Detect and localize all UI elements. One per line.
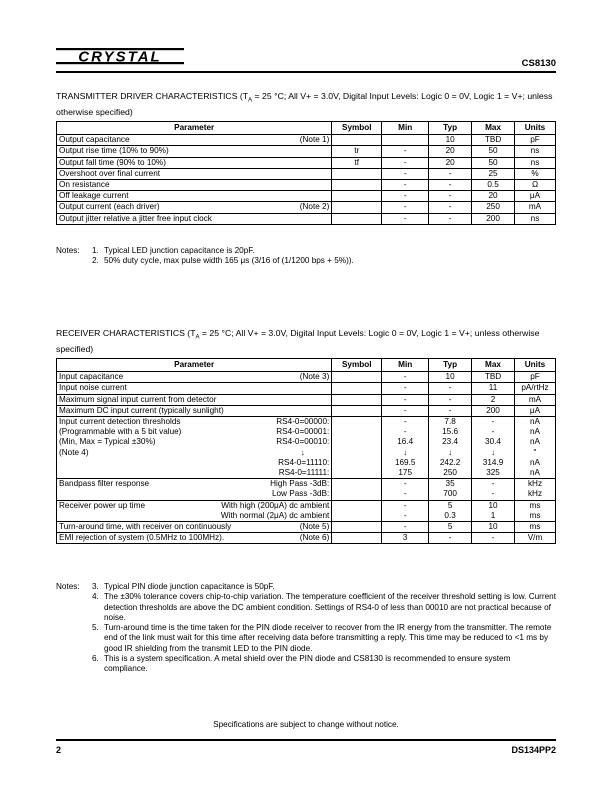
column-header: Units	[515, 122, 556, 135]
units-cell: μA	[515, 191, 556, 202]
typ-cell: -	[429, 191, 472, 202]
document-id: DS134PP2	[511, 745, 556, 755]
note-item: Notes: 3. Typical PIN diode junction capacitance is 50pF.	[56, 582, 275, 591]
note-ref: (Note 6)	[299, 533, 330, 543]
note-ref: (Note 2)	[299, 202, 330, 212]
param-label: Maximum signal input current from detector	[57, 394, 332, 405]
units-cell: ns	[515, 157, 556, 168]
units-cell: Ω	[515, 180, 556, 191]
param-label: On resistance	[59, 180, 110, 190]
units-cell: ns	[515, 146, 556, 157]
min-cell: -	[382, 202, 429, 213]
min-cell: -	[382, 146, 429, 157]
typ-cell: -	[429, 168, 472, 179]
note-item: 5. Turn-around time is the time taken for the PIN diode receiver to recover from the IR energy from the transmitter. The remote end of the link must wait for this time after receiving data before transmitting a reply. This time may be reduced to <1 ms by good IR shielding from the transmit LED to the PIN diode.	[92, 623, 552, 653]
units-cell: pF	[515, 135, 556, 146]
note-item: 6. This is a system specification. A metal shield over the PIN diode and CS8130 is recommended to ensure system compliance.	[92, 654, 511, 674]
receiver-heading: RECEIVER CHARACTERISTICS ($T_A = 25$ °C; All V+ = 3.0V, Digital Input Levels: Logic 0 = 0V, Logic 1 = V+; unless otherwise specified)	[56, 328, 540, 354]
crystal-logo	[56, 46, 184, 66]
table-row	[57, 146, 556, 157]
column-header: Min	[382, 359, 429, 372]
table-row	[57, 202, 556, 213]
transmitter-notes	[56, 246, 556, 267]
units-cell: mA	[515, 202, 556, 213]
column-header: Max	[472, 359, 515, 372]
param-label: Input noise current	[57, 383, 332, 394]
down-arrow-icon: ↓	[300, 447, 305, 457]
part-number: CS8130	[521, 58, 556, 69]
table-row	[57, 135, 556, 146]
max-cell: 50	[472, 146, 515, 157]
param-label: Output capacitance	[59, 135, 130, 145]
max-cell: 25	[472, 168, 515, 179]
column-header: Max	[472, 122, 515, 135]
param-label: Overshoot over final current	[59, 168, 161, 178]
max-cell: 20	[472, 191, 515, 202]
note-item: 2. 50% duty cycle, max pulse width 165 μs (3/16 of (1/1200 bps + 5%)).	[92, 256, 354, 266]
table-row	[57, 157, 556, 168]
param-label: EMI rejection of system (0.5MHz to 100MHz).	[59, 533, 225, 543]
param-label: Turn-around time, with receiver on continuously	[59, 522, 232, 532]
min-cell: -	[382, 213, 429, 224]
min-cell: -	[382, 168, 429, 179]
param-label: Output jitter relative a jitter free input clock	[59, 213, 212, 223]
typ-cell: 20	[429, 157, 472, 168]
symbol-cell	[332, 180, 382, 191]
table-row	[57, 213, 556, 224]
symbol-cell: tr	[332, 146, 382, 157]
receiver-notes	[56, 582, 556, 675]
typ-cell: 10	[429, 135, 472, 146]
table-row-bandpass: Bandpass filter response High Pass -3dB: Low Pass -3dB: - - 35 700 - - kHz kHz	[57, 479, 556, 500]
table-row: Turn-around time, with receiver on continuously (Note 5) - 5 10 ms	[57, 522, 556, 533]
symbol-cell	[332, 191, 382, 202]
param-label: Output fall time (90% to 10%)	[59, 157, 166, 167]
transmitter-table	[56, 121, 556, 225]
specifications-notice: Specifications are subject to change without notice.	[213, 720, 399, 729]
min-cell: -	[382, 157, 429, 168]
typ-cell: -	[429, 180, 472, 191]
min-cell: -	[382, 191, 429, 202]
table-header-row	[57, 122, 556, 135]
table-row	[57, 191, 556, 202]
page-number: 2	[56, 745, 62, 755]
param-label: Off leakage current	[59, 191, 129, 201]
param-label: Input capacitance	[59, 372, 124, 382]
symbol-cell	[332, 135, 382, 146]
header-rule	[56, 71, 556, 73]
symbol-cell	[332, 213, 382, 224]
units-cell: %	[515, 168, 556, 179]
note-ref: (Note 3)	[299, 372, 330, 382]
table-header-row	[57, 359, 556, 372]
typ-cell: 20	[429, 146, 472, 157]
column-header: Min	[382, 122, 429, 135]
symbol-cell	[332, 168, 382, 179]
table-row: Maximum DC input current (typically sunlight) - - 200 μA	[57, 405, 556, 416]
column-header: Typ	[429, 122, 472, 135]
param-label: Output rise time (10% to 90%)	[59, 146, 169, 156]
table-row	[57, 168, 556, 179]
units-cell: ns	[515, 213, 556, 224]
column-header: Symbol	[332, 122, 382, 135]
param-label: Receiver power up time	[59, 500, 146, 510]
column-header: Parameter	[57, 122, 332, 135]
table-row-powerup: Receiver power up time With high (200μA) dc ambient With normal (2μA) dc ambient - - 5 0.3 10 1 ms ms	[57, 500, 556, 521]
param-label: Bandpass filter response	[59, 479, 150, 489]
logo-text: CRYSTAL	[78, 48, 162, 66]
table-row: Maximum signal input current from detector - - 2 mA	[57, 394, 556, 405]
table-row-thresholds: Input current detection thresholds (Programmable with a 5 bit value) (Min, Max = Typical ±30%) (Note 4) RS4-0=00000: RS4-0=00001: RS4-0=00010: ↓ RS4-0=11110: RS4-0=11111: - - 16.4 ↓ 169.5 175 7.8 15.6 23.4 ↓ 242.2 250 - - 30.4 ↓ 314.9 325 nA nA nA " nA nA	[57, 417, 556, 479]
column-header: Typ	[429, 359, 472, 372]
thresholds-settings: RS4-0=00000: RS4-0=00001: RS4-0=00010: ↓ RS4-0=11110: RS4-0=11111:	[276, 417, 330, 478]
note-ref: (Note 1)	[299, 135, 330, 145]
max-cell: TBD	[472, 135, 515, 146]
note-item: Notes: 1. Typical LED junction capacitance is 20pF.	[56, 246, 255, 255]
footer-rule	[56, 739, 556, 741]
typ-cell: -	[429, 213, 472, 224]
max-cell: 0.5	[472, 180, 515, 191]
column-header: Units	[514, 359, 555, 372]
min-cell	[382, 135, 429, 146]
table-row	[57, 180, 556, 191]
transmitter-heading: TRANSMITTER DRIVER CHARACTERISTICS ($T_A = 25$ °C; All V+ = 3.0V, Digital Input Levels: Logic 0 = 0V, Logic 1 = V+; unless otherwise specified)	[56, 91, 553, 117]
typ-cell: -	[429, 202, 472, 213]
param-label: Output current (each driver)	[59, 202, 160, 212]
table-row: Input capacitance (Note 3) - 10 TBD pF	[57, 372, 556, 383]
column-header: Parameter	[57, 359, 332, 372]
max-cell: 50	[472, 157, 515, 168]
param-label: Maximum DC input current (typically sunlight)	[57, 405, 332, 416]
max-cell: 200	[472, 213, 515, 224]
receiver-table	[56, 358, 556, 544]
note-item: 4. The ±30% tolerance covers chip-to-chip variation. The temperature coefficient of the receiver threshold setting is low. Current detection thresholds are above the DC ambient condition. Settings of RS4-0 of less than 00010 are not practical because of noise.	[92, 592, 556, 622]
max-cell: 250	[472, 202, 515, 213]
column-header: Symbol	[332, 359, 382, 372]
symbol-cell: tf	[332, 157, 382, 168]
note-ref: (Note 5)	[299, 522, 330, 532]
min-cell: -	[382, 180, 429, 191]
symbol-cell	[332, 202, 382, 213]
table-row: EMI rejection of system (0.5MHz to 100MHz). (Note 6) 3 - - V/m	[57, 533, 556, 544]
table-row: Input noise current - - 11 pA/rtHz	[57, 383, 556, 394]
thresholds-description: Input current detection thresholds (Programmable with a 5 bit value) (Min, Max = Typical ±30%) (Note 4)	[59, 417, 182, 457]
